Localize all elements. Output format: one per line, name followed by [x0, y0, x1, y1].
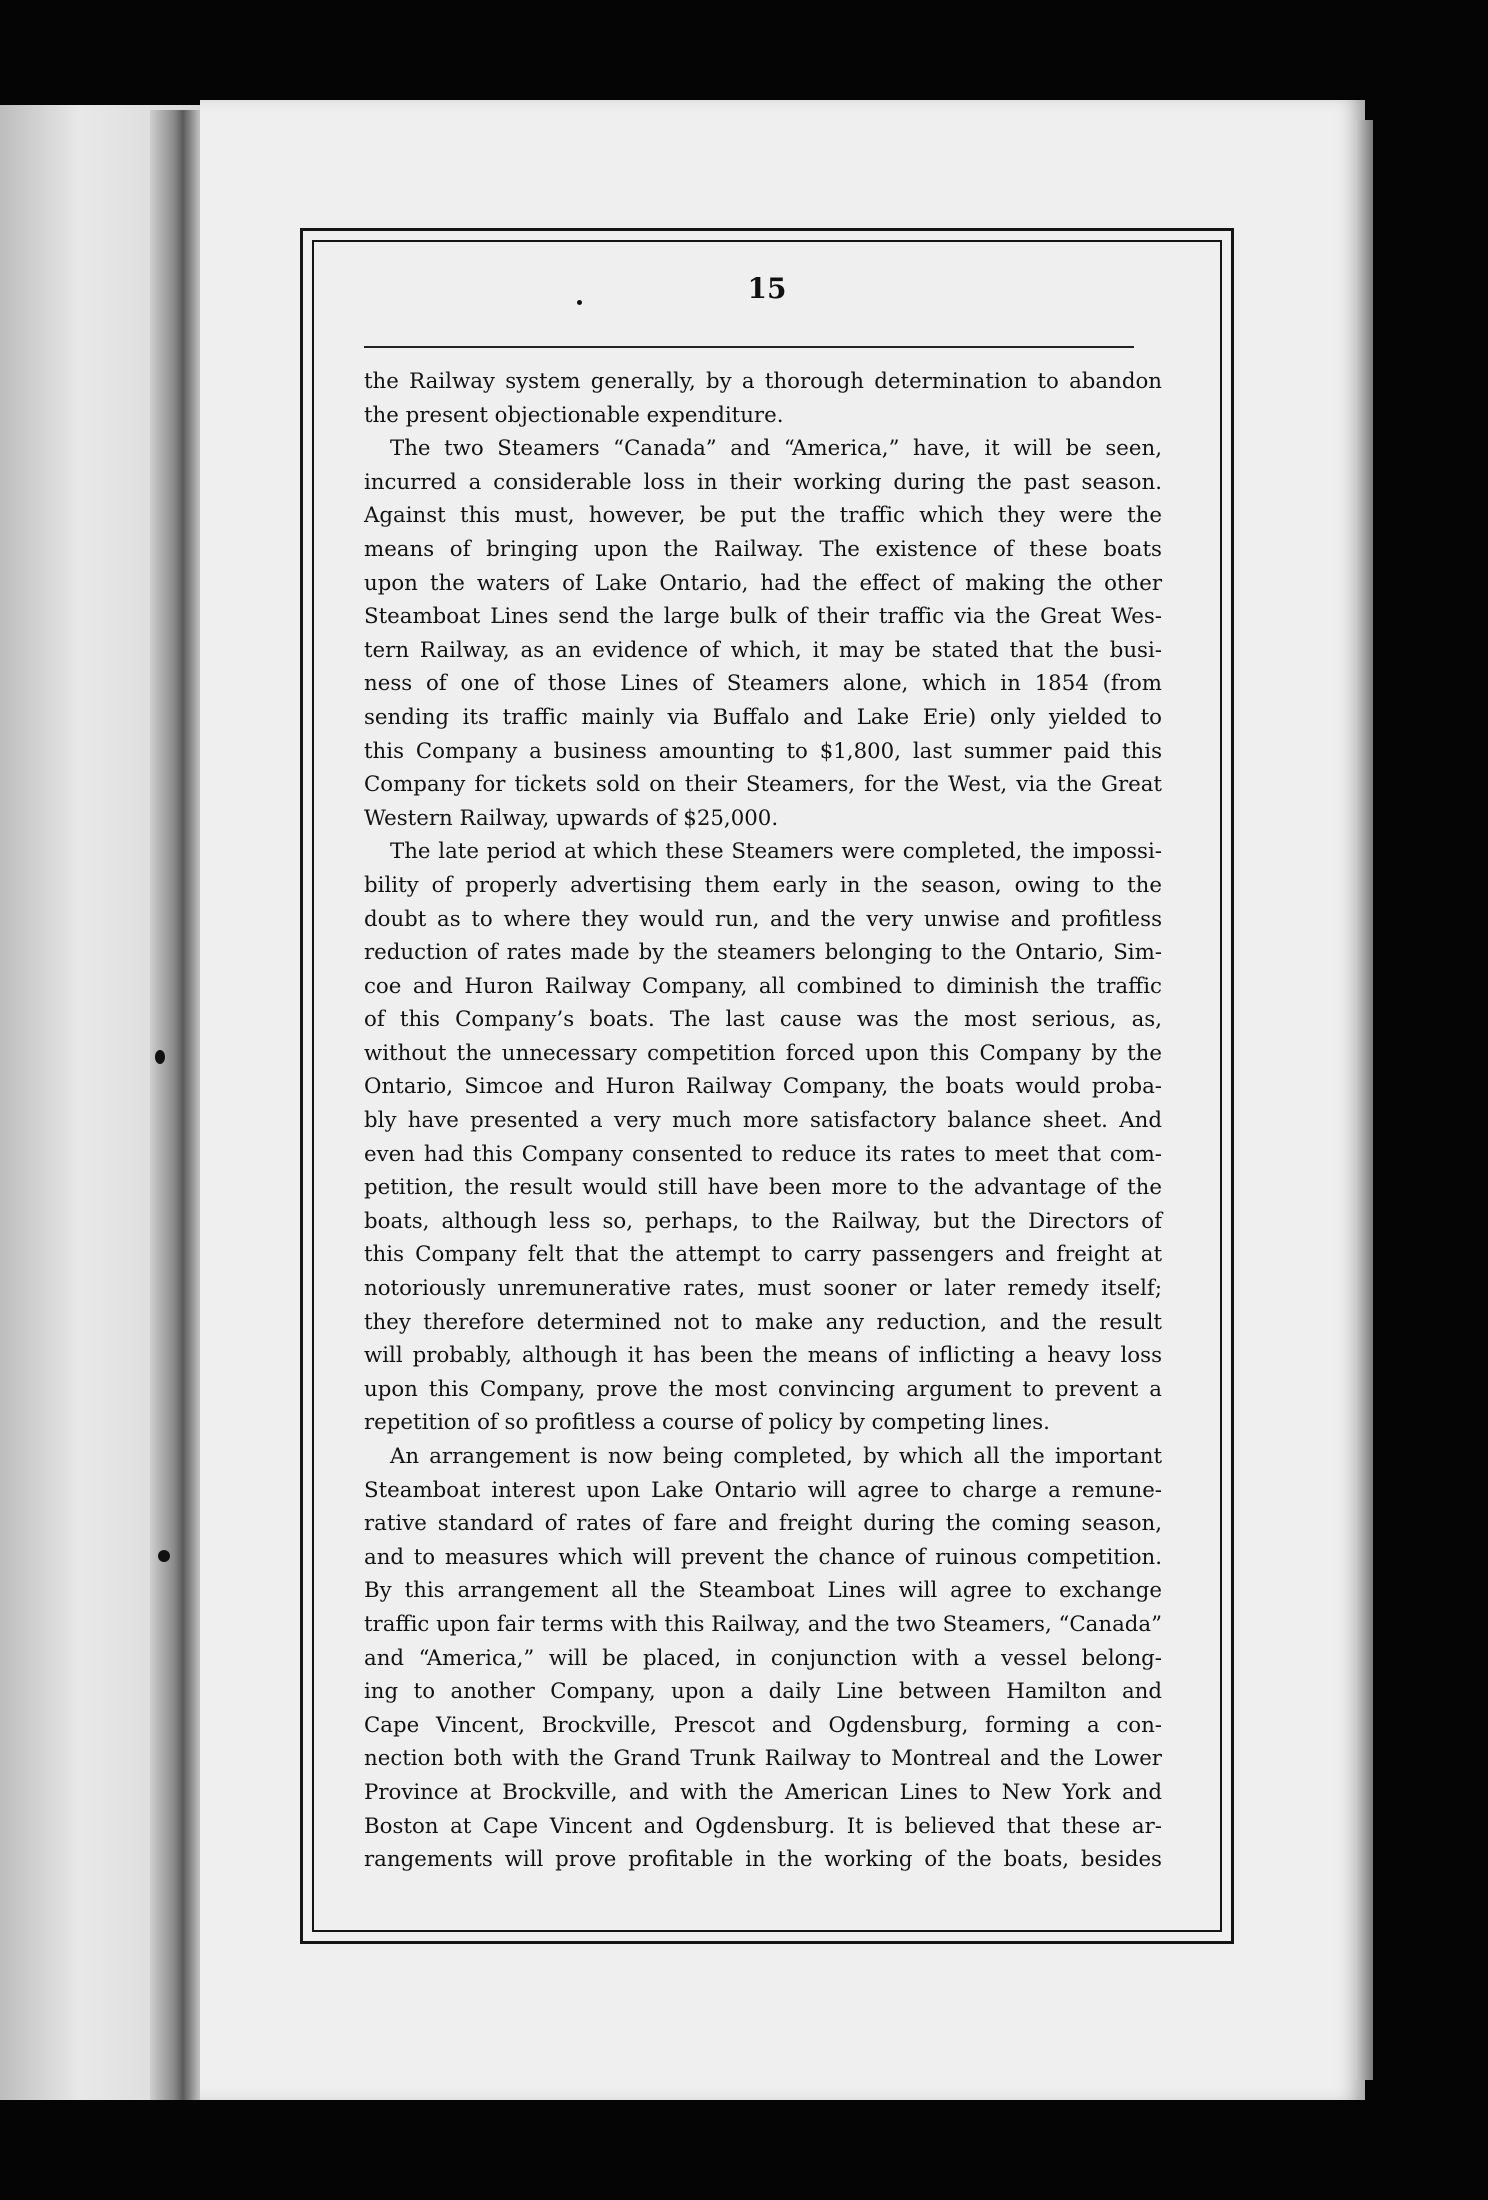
text-line: upon the waters of Lake Ontario, had the effect of making the other [364, 570, 1162, 596]
text-line: they therefore determined not to make any reduction, and the result [364, 1309, 1162, 1335]
text-line: rative standard of rates of fare and freight during the coming season, [364, 1511, 1162, 1537]
text-line: Steamboat Lines send the large bulk of their traffic via the Great Wes- [364, 604, 1162, 630]
text-line: repetition of so profitless a course of policy by competing lines. [364, 1410, 1050, 1436]
text-line: will probably, although it has been the means of inflicting a heavy loss [364, 1343, 1162, 1369]
text-line: incurred a considerable loss in their working during the past season. [364, 469, 1162, 495]
text-line: and to measures which will prevent the chance of ruinous competition. [364, 1544, 1162, 1570]
text-line: tern Railway, as an evidence of which, it may be stated that the busi- [364, 637, 1162, 663]
text-line: An arrangement is now being completed, by which all the important [390, 1444, 1162, 1469]
text-line: doubt as to where they would run, and the very unwise and profitless [364, 906, 1162, 932]
text-line: bly have presented a very much more satisfactory balance sheet. And [364, 1108, 1162, 1134]
text-line: means of bringing upon the Railway. The existence of these boats [364, 536, 1162, 562]
text-line: Ontario, Simcoe and Huron Railway Company, the boats would proba- [364, 1074, 1162, 1100]
text-line: Western Railway, upwards of $25,000. [364, 805, 779, 831]
text-line: petition, the result would still have been more to the advantage of the [364, 1175, 1162, 1201]
text-line: this Company a business amounting to $1,800, last summer paid this [364, 738, 1162, 764]
text-line: the Railway system generally, by a thorough determination to abandon [364, 369, 1162, 394]
text-line: sending its traffic mainly via Buffalo and Lake Erie) only yielded to [364, 704, 1162, 730]
header-rule [364, 346, 1134, 348]
text-line: of this Company’s boats. The last cause was the most serious, as, [364, 1007, 1162, 1033]
text-line: coe and Huron Railway Company, all combined to diminish the traffic [364, 973, 1162, 999]
text-line: The late period at which these Steamers were completed, the impossi- [390, 839, 1162, 865]
text-line: The two Steamers “Canada” and “America,” have, it will be seen, [390, 436, 1162, 462]
text-line: rangements will prove profitable in the working of the boats, besides [364, 1847, 1162, 1873]
body-text [364, 365, 1162, 1877]
text-line: Steamboat interest upon Lake Ontario will agree to charge a remune- [364, 1477, 1162, 1503]
text-line: upon this Company, prove the most convincing argument to prevent a [364, 1376, 1162, 1402]
text-line: and “America,” will be placed, in conjunction with a vessel belong- [364, 1645, 1162, 1671]
text-line: this Company felt that the attempt to carry passengers and freight at [364, 1242, 1162, 1268]
text-line: notoriously unremunerative rates, must sooner or later remedy itself; [364, 1276, 1162, 1302]
text-line: boats, although less so, perhaps, to the Railway, but the Directors of [364, 1208, 1162, 1234]
text-line: bility of properly advertising them early in the season, owing to the [364, 872, 1162, 898]
text-line: By this arrangement all the Steamboat Lines will agree to exchange [364, 1578, 1162, 1604]
text-line: without the unnecessary competition forced upon this Company by the [364, 1040, 1162, 1066]
text-line: ing to another Company, upon a daily Line between Hamilton and [364, 1679, 1162, 1705]
page-number: 15 [747, 272, 787, 305]
text-line: Boston at Cape Vincent and Ogdensburg. It is believed that these ar- [364, 1813, 1162, 1839]
text-line: Against this must, however, be put the traffic which they were the [364, 503, 1162, 529]
ink-speck [577, 300, 582, 305]
text-line: ness of one of those Lines of Steamers alone, which in 1854 (from [364, 671, 1162, 697]
ink-speck [155, 1050, 165, 1064]
text-line: nection both with the Grand Trunk Railway to Montreal and the Lower [364, 1746, 1162, 1772]
text-line: Company for tickets sold on their Steamers, for the West, via the Great [364, 772, 1162, 798]
ink-speck [158, 1550, 170, 1562]
text-line: Province at Brockville, and with the American Lines to New York and [364, 1779, 1162, 1805]
text-line: the present objectionable expenditure. [364, 402, 784, 428]
text-line: even had this Company consented to reduce its rates to meet that com- [364, 1141, 1162, 1167]
text-line: Cape Vincent, Brockville, Prescot and Ogdensburg, forming a con- [364, 1712, 1162, 1738]
text-line: traffic upon fair terms with this Railway, and the two Steamers, “Canada” [364, 1611, 1162, 1637]
text-line: reduction of rates made by the steamers belonging to the Ontario, Sim- [364, 940, 1162, 966]
page-edge [1355, 120, 1373, 2080]
